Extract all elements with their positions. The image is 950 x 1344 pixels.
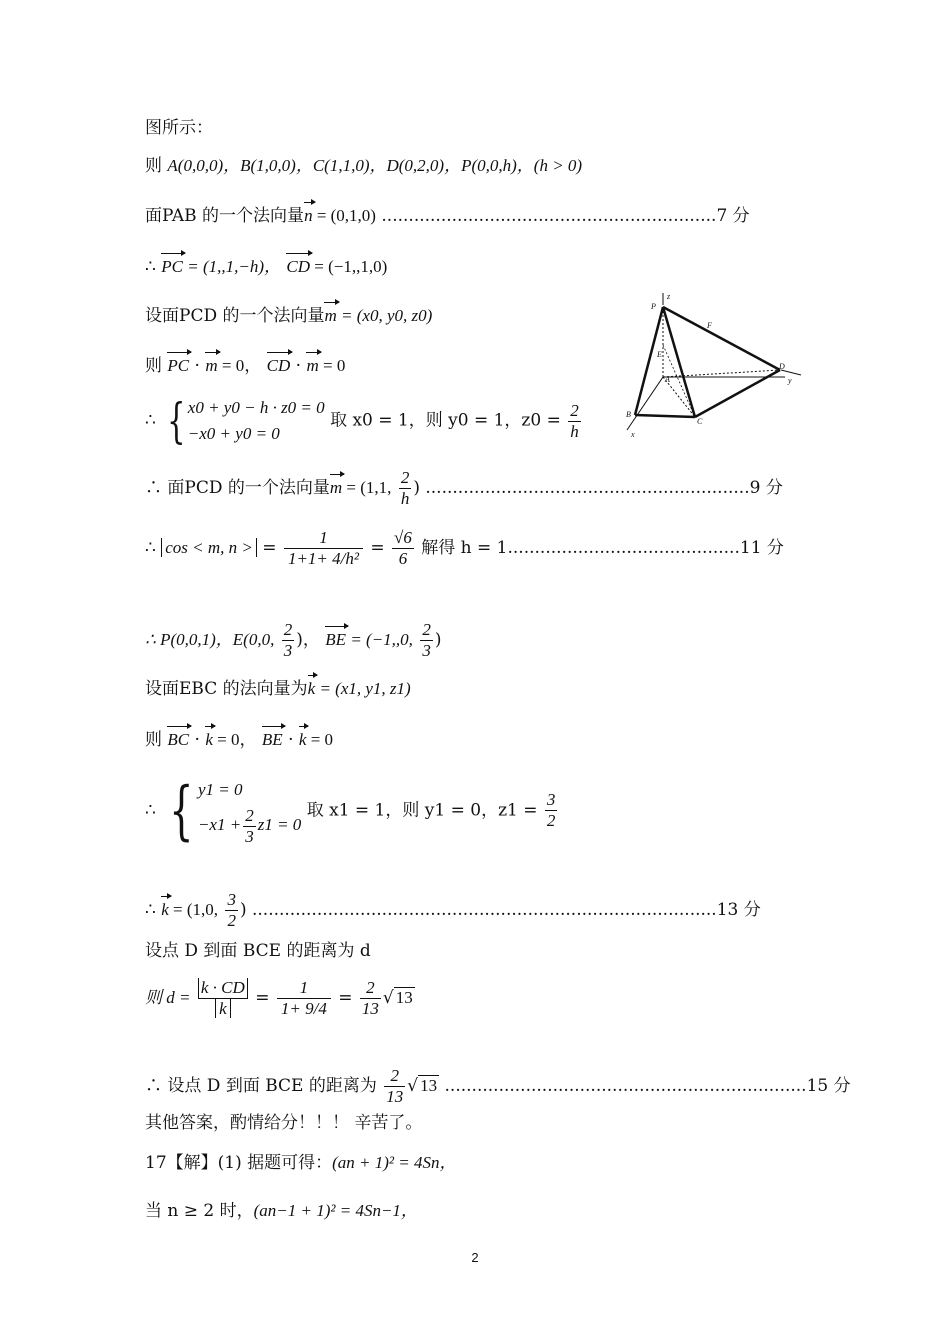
line-grading-note: 其他答案，酌情给分！！！ 辛苦了。 (145, 1113, 423, 1133)
line-coordinates: 则 A(0,0,0)，B(1,0,0)，C(1,1,0)，D(0,2,0)，P(0,0,h)，(h > 0) (145, 156, 583, 176)
line-normal-ebc-setup: 设面EBC 的法向量为k = (x1, y1, z1) (145, 679, 411, 699)
line-distance-result: ∴ 设点 D 到面 BCE 的距离为 $\frac{2}{13}$ √ 13 ...................................................................15 分 (145, 1066, 851, 1106)
label-p: P (651, 302, 656, 311)
label-y: y (788, 376, 792, 385)
label-c: C (697, 417, 703, 426)
line-k-result: ∴ k = (1,0, $\frac{3}{2}$ ) ......................................................................................13 分 (145, 890, 761, 930)
line-system-ebc: ∴ { y1 = 0 −x1 + $\frac{2}{3}$ z1 = 0 取 x1 = 1，则 y1 = 0，z1 = $\frac{3}{2}$ (145, 773, 556, 848)
line-figure-caption: 图所示： (145, 118, 213, 138)
line-cosine: ∴ cos < m, n > = $\frac{1}{\text{1+1+ 4/h²}}$ = $\frac{√6}{6}$ 解得 h = 1...........................................11 分 (145, 528, 784, 568)
line-normal-pcd-result: ∴ 面PCD 的一个法向量m = (1,1, $\frac{2}{h}$ ) ............................................................9 分 (145, 468, 783, 508)
label-d: D (779, 362, 785, 371)
label-b: B (626, 410, 631, 419)
line-distance-calc: 则 d = $\frac{k \cdot CD}{k}$ = $\frac{1}{1+ 9/4}$ = $\frac{2}{13}$ √ 13 (145, 978, 413, 1018)
label-e: E (657, 350, 662, 359)
line-distance-setup: 设点 D 到面 BCE 的距离为 d (145, 941, 371, 961)
label-f: F (707, 321, 712, 330)
label-a: A (665, 375, 670, 384)
line-normal-pab: 面PAB 的一个法向量n = (0,1,0) ..............................................................7 分 (145, 206, 750, 226)
pyramid-figure (615, 285, 815, 445)
label-x: x (631, 430, 635, 439)
page-number: 2 (471, 1250, 479, 1265)
line-normal-pcd-setup: 设面PCD 的一个法向量m = (x0, y0, z0) (145, 306, 433, 326)
line-problem-17: 17【解】(1) 据题可得：(an + 1)² = 4Sn， (145, 1153, 457, 1173)
label-z: z (667, 292, 671, 301)
line-system-pcd: ∴ { x0 + y0 − h · z0 = 0 −x0 + y0 = 0 取 x0 = 1，则 y0 = 1，z0 = $\frac{2}{h}$ (145, 393, 579, 449)
line-dot-products: 则 PC · m = 0， CD · m = 0 (145, 356, 346, 376)
line-n-geq-2: 当 n ≥ 2 时，(an−1 + 1)² = 4Sn−1， (145, 1201, 418, 1221)
line-vectors-pc-cd: ∴ PC = (1,,1,−h)， CD = (−1,,1,0) (145, 257, 388, 277)
line-points-pe: ∴ P(0,0,1)，E(0,0, $\frac{2}{3}$ )， BE = (−1,,0, $\frac{2}{3}$ ) (145, 620, 442, 660)
line-dot-products-k: 则 BC · k = 0， BE · k = 0 (145, 730, 334, 750)
